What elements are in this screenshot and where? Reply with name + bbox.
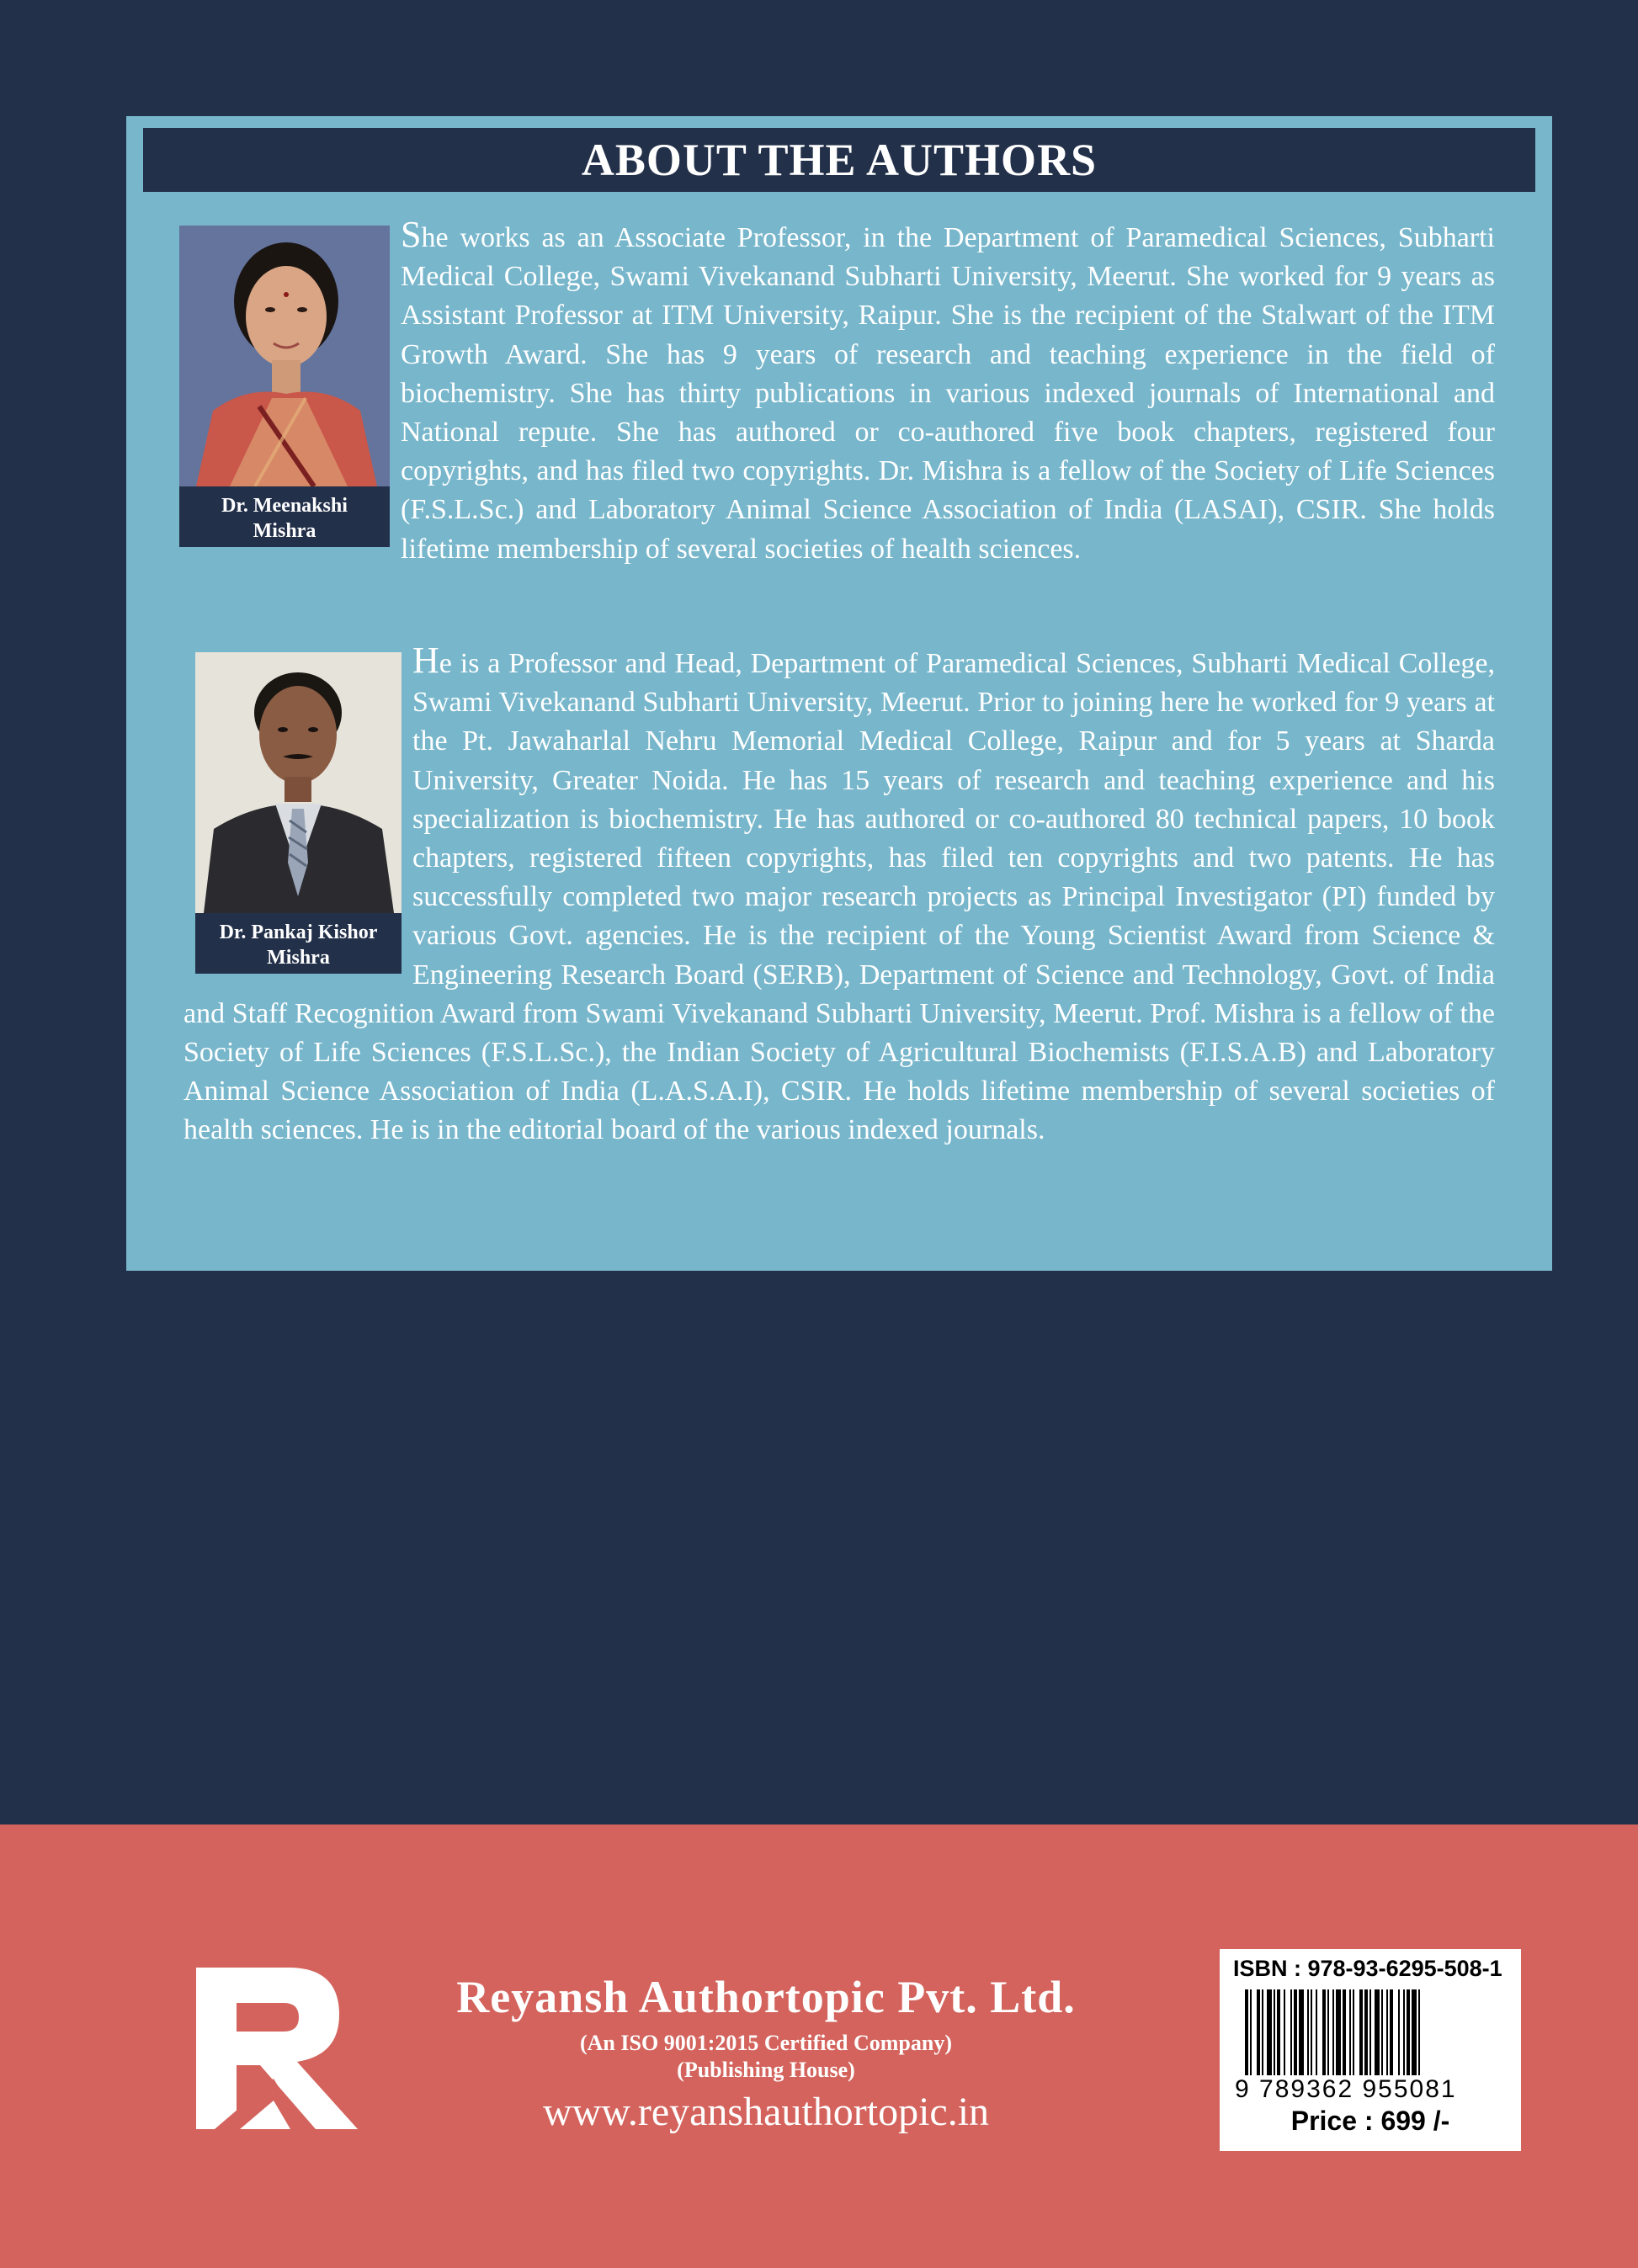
section-title: ABOUT THE AUTHORS (143, 128, 1535, 192)
author1-caption-line1: Dr. Meenakshi (221, 495, 348, 517)
isbn-label: ISBN : 978-93-6295-508-1 (1233, 1956, 1502, 1981)
author2-photo-spacer (183, 641, 412, 971)
author1-caption-line2: Mishra (253, 520, 316, 542)
author2-caption-line2: Mishra (267, 947, 330, 969)
isbn-barcode-box (1220, 1949, 1521, 2151)
publisher-info (396, 1969, 1136, 2138)
author1-bio (183, 215, 1495, 569)
publisher-iso: (An ISO 9001:2015 Certified Company) (580, 2031, 952, 2055)
publisher-name: Reyansh Authortopic Pvt. Ltd. (456, 1972, 1076, 2022)
author2-bio-text: e is a Professor and Head, Department of Paramedical Sciences, Subharti Medical College, Swami Vivekanand Subharti University, Meerut. Prior to joining here he worked for 9 years at the Pt. Jawaharlal Nehru Memorial Medical College, Raipur and for 5 years at Sharda University, Greater Noida. He has 15 years of research and teaching experience and his specialization is biochemistry. He has authored or co-authored 80 technical papers, 10 book chapters, registered fifteen copyrights, has filed ten copyrights and two patents. He has successfully completed two major research projects as Principal Investigator (PI) funded by various Govt. agencies. He is the recipient of the Young Scientist Award from Science & Engineering Research Board (SERB), Department of Science and Technology, Govt. of India and Staff Recognition Award from Swami Vivekanand Subharti University, Meerut. Prof. Mishra is a fellow of the Society of Life Sciences (F.S.L.Sc.), the Indian Society of Agricultural Biochemists (F.I.S.A.B) and Laboratory Animal Science Association of India (L.A.S.A.I), CSIR. He holds lifetime membership of several societies of health sciences. He is in the editorial board of the various indexed journals. (183, 648, 1495, 1146)
author2-bio (183, 641, 1495, 1150)
author2-bio-initial: H (412, 640, 439, 681)
author1-bio-initial: S (401, 214, 422, 255)
publisher-logo-icon (189, 1961, 366, 2138)
author1-bio-text: he works as an Associate Professor, in the Department of Paramedical Sciences, Subharti Medical College, Swami Vivekanand Subharti University, Meerut. She worked for 9 years as Assistant Professor at ITM University, Raipur. She is the recipient of the Stalwart of the ITM Growth Award. She has 9 years of research and teaching experience in the field of biochemistry. She has thirty publications in various indexed journals of International and National repute. She has authored or co-authored five book chapters, registered four copyrights, and has filed two copyrights. Dr. Mishra is a fellow of the Society of Life Sciences (F.S.L.Sc.) and Laboratory Animal Science Association of India (LASAI), CSIR. She holds lifetime membership of several societies of health sciences. (401, 222, 1495, 565)
barcode-icon (1245, 1989, 1497, 2075)
about-authors-panel (126, 116, 1552, 1271)
publisher-website: www.reyanshauthortopic.in (542, 2090, 990, 2134)
author1-photo-spacer (183, 215, 401, 550)
price-label: Price : 699 /- (1290, 2106, 1450, 2136)
barcode-digits: 9 789362 955081 (1235, 2075, 1457, 2103)
author2-caption-line1: Dr. Pankaj Kishor (219, 922, 378, 943)
publisher-house: (Publishing House) (677, 2058, 855, 2082)
